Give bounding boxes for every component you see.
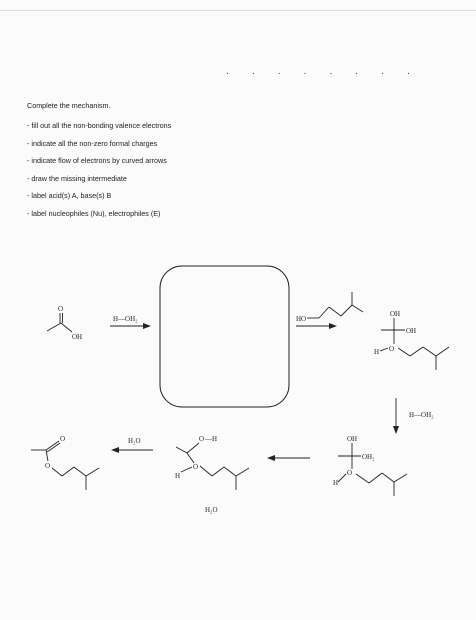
instruction-item: - fill out all the non-bonding valence electrons (27, 121, 172, 130)
instruction-item: - label acid(s) A, base(s) B (27, 191, 112, 200)
atom-label-o: O (45, 462, 51, 470)
instruction-item: - indicate all the non-zero formal charges (27, 138, 158, 148)
atom-label-o: O (193, 463, 199, 471)
acetic-acid-structure (47, 313, 72, 332)
atom-label-oh: OH (347, 435, 358, 443)
protonated-ester-structure (176, 443, 249, 490)
atom-label-o: O (199, 435, 205, 443)
isoamyl-alcohol-chain (307, 292, 363, 318)
atom-label-h: H (175, 472, 181, 480)
atom-label-o: O (389, 345, 395, 353)
atom-label-o: O (60, 435, 66, 443)
atom-label-o: O (347, 469, 353, 477)
water-byproduct-label: H₂O (205, 506, 218, 514)
instruction-item: - draw the missing intermediate (27, 173, 127, 183)
isoamyl-acetate-structure (31, 441, 99, 490)
atom-label-oh: OH (390, 310, 401, 318)
reagent-hydronium-1: H—OH₂ (113, 315, 138, 323)
atom-label-oh: OH (72, 333, 83, 341)
scan-dots: ........ (226, 67, 433, 77)
atom-label-o: O (58, 305, 64, 313)
atom-label-h: H (374, 348, 380, 356)
tetrahedral-intermediate-structure (380, 318, 449, 370)
instruction-item: - label nucleophiles (Nu), electrophiles (E) (27, 208, 161, 218)
atom-label-oh: OH (406, 327, 417, 335)
atom-label-h: H (333, 479, 339, 487)
missing-intermediate-box (160, 266, 289, 407)
instruction-item: - indicate flow of electrons by curved arrows (27, 156, 167, 165)
instructions-title: Complete the mechanism. (27, 101, 111, 110)
reagent-hydronium-2: H—OH₂ (409, 411, 434, 419)
atom-label-oh2: OH₂ (362, 453, 375, 461)
atom-label-h: —H (205, 435, 218, 443)
alcohol-ho-label: HO (296, 315, 307, 323)
reagent-water: H₂O (128, 437, 141, 445)
